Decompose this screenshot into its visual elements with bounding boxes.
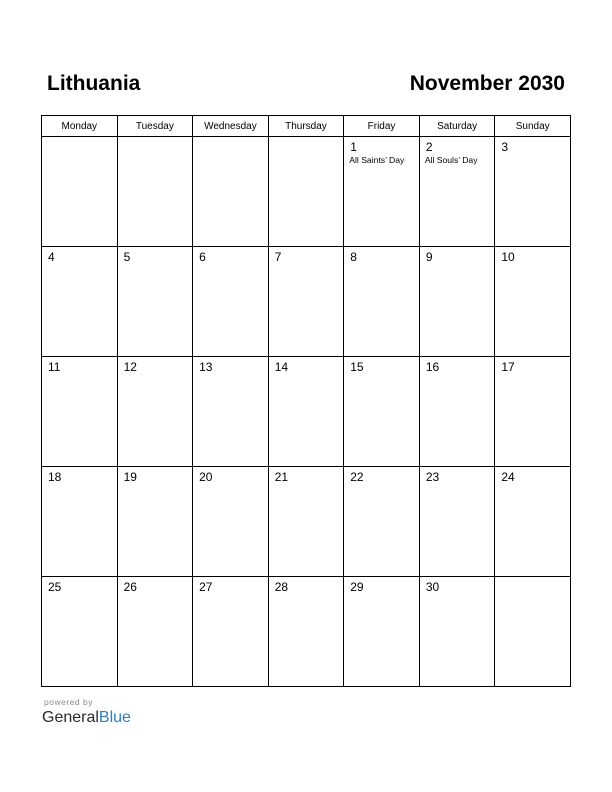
holiday-label xyxy=(269,594,344,595)
weekday-header: Thursday xyxy=(268,116,344,137)
day-cell xyxy=(193,357,269,467)
holiday-label xyxy=(420,374,495,375)
day-cell xyxy=(268,577,344,687)
holiday-label: All Souls’ Day xyxy=(424,155,478,165)
logo-blue-text: Blue xyxy=(98,709,131,726)
day-cell xyxy=(344,137,420,247)
holiday-label xyxy=(420,264,495,265)
day-cell xyxy=(495,357,571,467)
holiday-label xyxy=(344,484,419,485)
day-number: 9 xyxy=(425,250,433,264)
month-year-title: November 2030 xyxy=(409,72,565,95)
day-number: 19 xyxy=(123,470,137,484)
weekday-header: Tuesday xyxy=(117,116,193,137)
generalblue-logo xyxy=(42,708,131,728)
holiday-label xyxy=(495,154,570,155)
holiday-label xyxy=(495,264,570,265)
day-cell xyxy=(193,467,269,577)
day-cell xyxy=(268,137,344,247)
day-number: 3 xyxy=(501,140,509,154)
day-cell xyxy=(495,247,571,357)
holiday-label xyxy=(42,140,117,141)
holiday-label xyxy=(118,264,193,265)
day-cell xyxy=(42,357,118,467)
day-cell xyxy=(193,577,269,687)
day-cell xyxy=(117,247,193,357)
day-number: 24 xyxy=(501,470,515,484)
day-number: 5 xyxy=(123,250,131,264)
holiday-label: All Saints’ Day xyxy=(349,155,405,165)
day-cell xyxy=(193,247,269,357)
holiday-label xyxy=(344,374,419,375)
holiday-label xyxy=(344,594,419,595)
holiday-label xyxy=(193,374,268,375)
weekday-header: Wednesday xyxy=(193,116,269,137)
day-cell xyxy=(42,577,118,687)
holiday-label xyxy=(269,374,344,375)
day-number: 25 xyxy=(48,580,62,594)
day-number: 11 xyxy=(48,360,61,374)
day-number: 7 xyxy=(274,250,282,264)
day-cell xyxy=(42,137,118,247)
country-title: Lithuania xyxy=(47,72,141,95)
week-row xyxy=(42,137,571,247)
day-number: 30 xyxy=(425,580,440,594)
day-number: 12 xyxy=(123,360,137,374)
day-cell xyxy=(419,577,495,687)
weekday-header: Sunday xyxy=(495,116,571,137)
logo-general-text: General xyxy=(42,709,99,726)
holiday-label xyxy=(118,140,193,141)
day-number: 1 xyxy=(350,140,357,154)
day-number: 4 xyxy=(48,250,55,264)
day-cell xyxy=(495,137,571,247)
day-cell xyxy=(117,467,193,577)
holiday-label xyxy=(495,484,570,485)
day-cell xyxy=(193,137,269,247)
holiday-label xyxy=(269,484,344,485)
generalblue-branding xyxy=(42,697,131,728)
day-number: 6 xyxy=(199,250,206,264)
holiday-label xyxy=(118,594,193,595)
day-number: 2 xyxy=(425,140,433,154)
day-number: 13 xyxy=(199,360,213,374)
day-number: 28 xyxy=(274,580,289,594)
day-cell xyxy=(344,577,420,687)
day-cell xyxy=(419,357,495,467)
holiday-label xyxy=(269,264,344,265)
calendar-grid xyxy=(41,115,571,687)
weekday-header-row xyxy=(42,116,571,137)
holiday-label xyxy=(118,374,193,375)
day-cell xyxy=(117,577,193,687)
holiday-label xyxy=(193,264,268,265)
day-number: 18 xyxy=(48,470,62,484)
day-cell xyxy=(42,467,118,577)
holiday-label xyxy=(42,374,117,375)
holiday-label xyxy=(420,594,495,595)
holiday-label xyxy=(495,374,570,375)
day-number: 8 xyxy=(350,250,357,264)
holiday-label xyxy=(42,484,117,485)
day-number: 27 xyxy=(199,580,213,594)
day-cell xyxy=(268,357,344,467)
day-cell xyxy=(344,247,420,357)
day-number: 20 xyxy=(199,470,213,484)
day-number: 10 xyxy=(501,250,515,264)
day-number: 29 xyxy=(350,580,364,594)
holiday-label xyxy=(193,484,268,485)
day-cell xyxy=(495,577,571,687)
holiday-label xyxy=(269,140,344,141)
day-number: 21 xyxy=(274,470,289,484)
holiday-label xyxy=(193,594,268,595)
day-number: 14 xyxy=(274,360,289,374)
day-cell xyxy=(344,357,420,467)
powered-by-label: powered by xyxy=(44,697,93,707)
day-number: 22 xyxy=(350,470,364,484)
weekday-header: Saturday xyxy=(419,116,495,137)
weekday-header: Monday xyxy=(42,116,118,137)
day-cell xyxy=(117,357,193,467)
day-number: 16 xyxy=(425,360,440,374)
holiday-label xyxy=(344,264,419,265)
holiday-label xyxy=(420,484,495,485)
weekday-header: Friday xyxy=(344,116,420,137)
holiday-label xyxy=(495,580,570,581)
day-cell xyxy=(495,467,571,577)
day-cell xyxy=(419,467,495,577)
day-number: 15 xyxy=(350,360,364,374)
day-cell xyxy=(268,247,344,357)
day-number: 26 xyxy=(123,580,137,594)
day-cell xyxy=(419,137,495,247)
day-cell xyxy=(268,467,344,577)
day-number: 17 xyxy=(501,360,515,374)
day-cell xyxy=(419,247,495,357)
week-row xyxy=(42,467,571,577)
day-cell xyxy=(117,137,193,247)
holiday-label xyxy=(42,264,117,265)
holiday-label xyxy=(42,594,117,595)
week-row xyxy=(42,577,571,687)
holiday-label xyxy=(193,140,268,141)
holiday-label xyxy=(118,484,193,485)
day-cell xyxy=(42,247,118,357)
day-cell xyxy=(344,467,420,577)
week-row xyxy=(42,357,571,467)
day-number: 23 xyxy=(425,470,440,484)
week-row xyxy=(42,247,571,357)
